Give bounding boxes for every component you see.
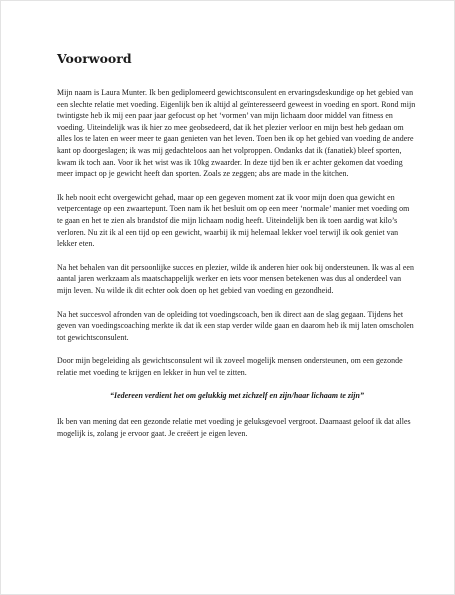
paragraph-goal: Door mijn begeleiding als gewichtsconsulent wil ik zoveel mogelijk mensen ondersteunen, om een gezonde relatie met voeding te krijgen en lekker in hun vel te zitten. [57, 356, 403, 377]
paragraph-support: Na het behalen van dit persoonlijke succes en plezier, wilde ik anderen hier ook bij ondersteunen. Ik was al een aantal jaren werkzaam als maatschappelijk werker en iets voor mensen betekenen was dus al onderdeel van mijn leven. Nu wilde ik dit echter ook doen op het gebied van voeding en gezondheid. [57, 262, 414, 295]
paragraph-closing: Ik ben van mening dat een gezonde relatie met voeding je geluksgevoel vergroot. Daarnaast geloof ik dat alles mogelijk is, zolang je ervoor gaat. Je creëert je eigen leven. [57, 417, 411, 438]
page-title: Voorwoord [57, 51, 132, 66]
paragraph-weight: Ik heb nooit echt overgewicht gehad, maar op een gegeven moment zat ik voor mijn doen qua gewicht en vetpercentage op een zwaartepunt. Toen nam ik het besluit om op een meer ‘normale’ manier met voeding om te gaan en het te zien als brandstof die mijn lichaam nodig heeft. Uiteindelijk ben ik toen aardig wat kilo’s verloren. Nu zit ik al een tijd op een gewicht, waarbij ik mij helemaal lekker voel terwijl ik ook geniet van lekker eten. [57, 192, 410, 249]
quote: “Iedereen verdient het om gelukkig met zichzelf en zijn/haar lichaam te zijn” [110, 391, 364, 401]
paragraph-intro: Mijn naam is Laura Munter. Ik ben gediplomeerd gewichtsconsulent en ervaringsdeskundige op het gebied van een slechte relatie met voeding. Eigenlijk ben ik altijd al geïnteresseerd geweest in voeding en sport. Rond mijn twintigste heb ik mij een paar jaar gefocust op het ‘vormen’ van mijn lichaam door middel van fitness en voeding. Uiteindelijk was ik hier zo mee geobsedeerd, dat ik het plezier verloor en mijn best heb gedaan om alles los te laten en weer meer te gaan genieten van het leven. Toen ben ik op het gebied van voeding de andere kant op doorgeslagen; ik was mij gedachteloos aan het volproppen. Ondanks dat ik (fanatiek) bleef sporten, kwam ik toch aan. Voor ik het wist was ik 10kg zwaarder. In deze tijd ben ik er achter gekomen dat voeding meer impact op je gewicht heeft dan sporten. Zoals ze zeggen; abs are made in the kitchen. [57, 88, 416, 179]
paragraph-training: Na het succesvol afronden van de opleiding tot voedingscoach, ben ik direct aan de slag gegaan. Tijdens het geven van voedingscoaching merkte ik dat ik een stap verder wilde gaan en daarom heb ik mij laten omscholen tot gewichtsconsulent. [57, 309, 414, 342]
document-body [57, 51, 417, 451]
